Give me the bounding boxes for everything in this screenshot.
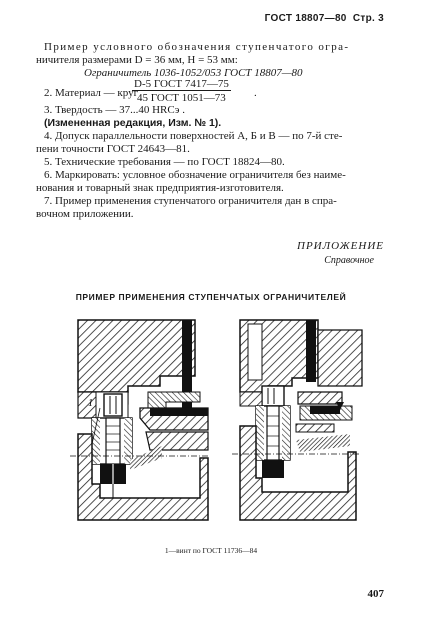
right-assembly <box>232 320 362 520</box>
item-6-line2: нования и товарный знак предприятия-изготовителя. <box>36 182 284 194</box>
revision-note: (Измененная редакция, Изм. № 1). <box>44 117 222 129</box>
figure-title: ПРИМЕР ПРИМЕНЕНИЯ СТУПЕНЧАТЫХ ОГРАНИЧИТЕЛЕЙ <box>75 292 347 302</box>
item-4-line2: пени точности ГОСТ 24643—81. <box>36 143 190 155</box>
item-5: 5. Технические требования — по ГОСТ 18824—80. <box>44 156 285 168</box>
bolt-head <box>104 394 122 416</box>
item-7-line2: вочном приложении. <box>36 208 134 220</box>
upper-die-plate <box>78 320 195 392</box>
right-punch-block <box>318 330 362 386</box>
screw <box>106 418 120 464</box>
appendix-title: ПРИЛОЖЕНИЕ <box>297 240 384 252</box>
item-2-suffix: . <box>254 87 257 99</box>
fraction-numerator: D-5 ГОСТ 7417—75 <box>134 78 229 90</box>
left-die-block <box>146 432 208 450</box>
punch-holder <box>148 392 200 408</box>
appendix-subtitle: Справочное <box>324 255 374 266</box>
page-number: 407 <box>367 588 384 600</box>
bolt-head-right <box>262 386 284 406</box>
fraction-denominator: 45 ГОСТ 1051—73 <box>137 92 226 104</box>
para1-line1: Пример условного обозначения ступенчатого огра- <box>44 41 350 53</box>
item-4-line1: 4. Допуск параллельности поверхностей А, Б и В — по 7-й сте- <box>44 130 343 142</box>
header-page: Стр. 3 <box>352 13 384 24</box>
left-assembly <box>70 320 210 520</box>
item-2-prefix: 2. Материал — круг <box>44 87 139 99</box>
designation-example: Ограничитель 1036-1052/053 ГОСТ 18807—80 <box>84 67 303 79</box>
right-guide-post <box>306 320 316 382</box>
para1-line2: ничителя размерами D = 36 мм, H = 53 мм: <box>36 54 238 66</box>
figure-caption: 1—винт по ГОСТ 11736—84 <box>164 546 258 555</box>
header-standard: ГОСТ 18807—80 <box>264 13 347 24</box>
item-6-line1: 6. Маркировать: условное обозначение ограничителя без наиме- <box>44 169 346 181</box>
item-3: 3. Твердость — 37...40 HRCэ . <box>44 104 185 116</box>
callout-label: 1 <box>88 398 93 409</box>
item-7-line1: 7. Пример применения ступенчатого ограничителя дан в спра- <box>44 195 337 207</box>
